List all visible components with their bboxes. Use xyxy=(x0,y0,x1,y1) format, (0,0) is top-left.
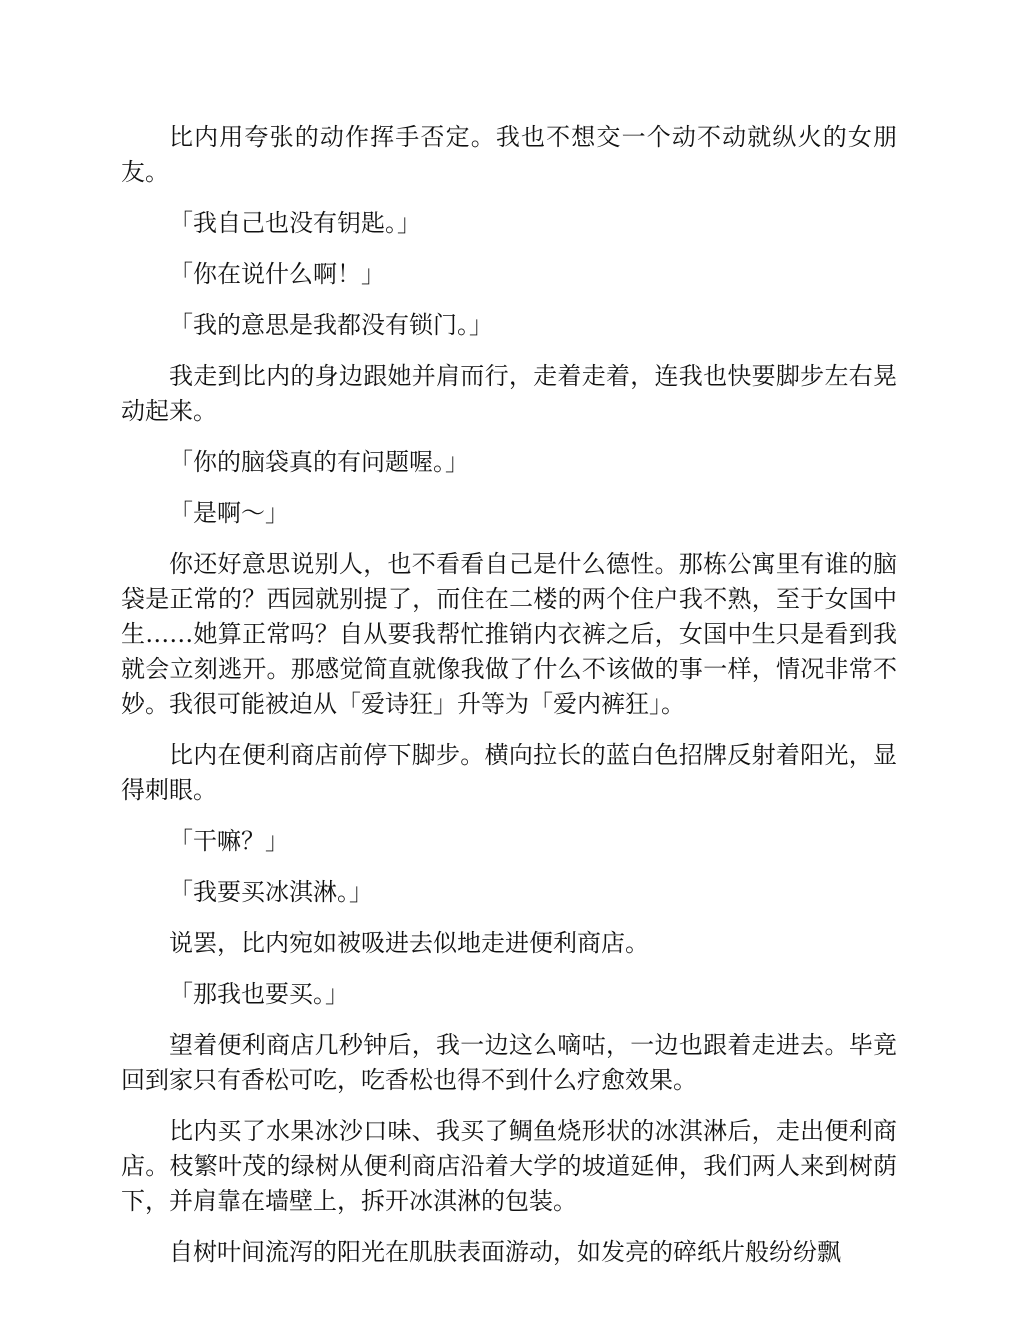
paragraph-narration: 你还好意思说别人，也不看看自己是什么德性。那栋公寓里有谁的脑袋是正常的？西园就别提了，而住在二楼的两个住户我不熟，至于女国中生……她算正常吗？自从要我帮忙推销内衣裤之后，女国中生只是看到我就会立刻逃开。那感觉简直就像我做了什么不该做的事一样，情况非常不妙。我很可能被迫从「爱诗狂」升等为「爱内裤狂」。 xyxy=(121,550,897,718)
paragraph-dialogue: 「你在说什么啊！」 xyxy=(169,260,385,288)
paragraph-narration: 比内用夸张的动作挥手否定。我也不想交一个动不动就纵火的女朋友。 xyxy=(121,123,897,186)
paragraph-dialogue: 「那我也要买。」 xyxy=(169,980,349,1008)
paragraph-dialogue: 「我的意思是我都没有锁门。」 xyxy=(169,311,493,339)
paragraph-dialogue: 「你的脑袋真的有问题喔。」 xyxy=(169,448,469,476)
book-page xyxy=(121,120,897,1286)
paragraph-narration: 比内买了水果冰沙口味、我买了鲷鱼烧形状的冰淇淋后，走出便利商店。枝繁叶茂的绿树从便利商店沿着大学的坡道延伸，我们两人来到树荫下，并肩靠在墙壁上，拆开冰淇淋的包装。 xyxy=(121,1117,897,1215)
paragraph-narration: 望着便利商店几秒钟后，我一边这么嘀咕，一边也跟着走进去。毕竟回到家只有香松可吃，吃香松也得不到什么疗愈效果。 xyxy=(121,1031,897,1094)
paragraph-dialogue: 「是啊～」 xyxy=(169,499,289,527)
paragraph-narration: 比内在便利商店前停下脚步。横向拉长的蓝白色招牌反射着阳光，显得刺眼。 xyxy=(121,741,897,804)
paragraph-narration: 我走到比内的身边跟她并肩而行，走着走着，连我也快要脚步左右晃动起来。 xyxy=(121,362,897,425)
paragraph-dialogue: 「干嘛？」 xyxy=(169,827,289,855)
paragraph-narration: 自树叶间流泻的阳光在肌肤表面游动，如发亮的碎纸片般纷纷飘 xyxy=(169,1238,841,1266)
paragraph-dialogue: 「我要买冰淇淋。」 xyxy=(169,878,373,906)
paragraph-dialogue: 「我自己也没有钥匙。」 xyxy=(169,209,421,237)
paragraph-narration: 说罢，比内宛如被吸进去似地走进便利商店。 xyxy=(169,929,649,957)
